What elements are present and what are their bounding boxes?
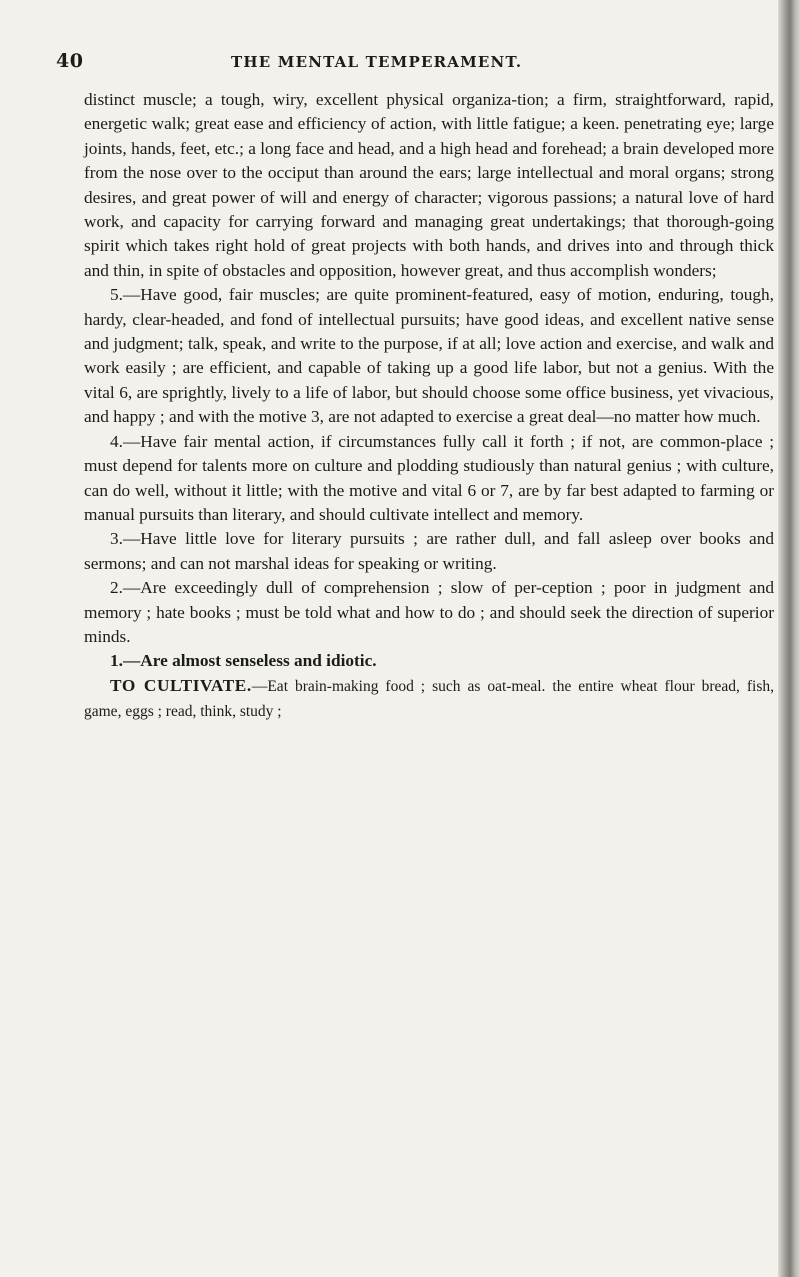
paragraph-level-1: 1.—Are almost senseless and idiotic. xyxy=(110,651,377,671)
paragraph-level-5: 5.—Have good, fair muscles; are quite prominent-featured, easy of motion, enduring, tough, hardy, clear-headed, and fond of intellectual pursuits; have good ideas, and excellent native sense and judgment; talk, speak, and write to the purpose, if at all; love action and exercise, and walk and work easily ; are efficient, and capable of taking up a good life labor, but not a genius. With the vital 6, are sprightly, lively to a life of labor, but should choose some office business, yet vivacious, and happy ; and with the motive 3, are not adapted to exercise a great deal—no matter how much. xyxy=(84,285,774,427)
paragraph-level-3: 3.—Have little love for literary pursuits ; are rather dull, and fall asleep over books and sermons; and can not marshal ideas for speaking or writing. xyxy=(84,529,774,573)
page-binding-edge xyxy=(778,0,800,1277)
running-title: THE MENTAL TEMPERAMENT. xyxy=(231,53,523,71)
cultivate-text: —Eat brain-making food ; such as oat-meal. the entire wheat flour bread, fish, game, eggs ; read, think, study ; xyxy=(84,677,774,721)
paragraph-level-4: 4.—Have fair mental action, if circumstances fully call it forth ; if not, are common-place ; must depend for talents more on culture and plodding studiously than natural genius ; with culture, can do well, without it little; with the motive and vital 6 or 7, are by far best adapted to farming or manual pursuits than literary, and should cultivate intellect and memory. xyxy=(84,431,774,524)
cultivate-heading: TO CULTIVATE. xyxy=(110,675,252,695)
paragraph-continuation: distinct muscle; a tough, wiry, excellent physical organiza-tion; a firm, straightforward, rapid, energetic walk; great ease and efficiency of action, with little fatigue; a keen. penetrating eye; large joints, hands, feet, etc.; a long face and head, and a high head and forehead; a brain developed more from the nose over to the occiput than around the ears; large intellectual and moral organs; strong desires, and great power of will and energy of character; vigorous passions; a natural love of hard work, and capacity for carrying forward and managing great undertakings; that thorough-going spirit which takes right hold of great projects with both hands, and drives into and through thick and thin, in spite of obstacles and opposition, however great, and thus accomplish wonders; xyxy=(84,90,774,280)
page-number: 40 xyxy=(56,50,84,72)
paragraph-level-2: 2.—Are exceedingly dull of comprehension ; slow of per-ception ; poor in judgment and memory ; hate books ; must be told what and how to do ; and should seek the direction of superior minds. xyxy=(84,578,774,646)
body-text xyxy=(84,88,774,725)
page-header xyxy=(56,50,736,78)
paragraph-cultivate xyxy=(84,674,774,725)
